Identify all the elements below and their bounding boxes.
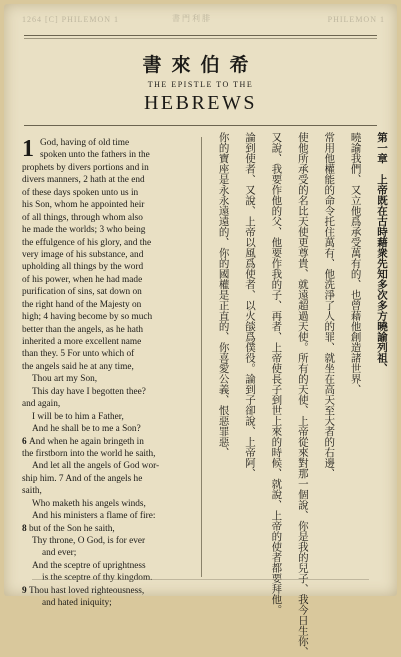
english-subtitle: THE EPISTLE TO THE [147,80,254,89]
english-line [22,336,198,348]
english-line [22,473,198,485]
english-line-text: purification of sins, sat down on [22,287,142,298]
bible-page [4,4,397,657]
english-line-text: the right hand of the Majesty on [22,299,142,310]
english-line-text: God, having of old time [40,138,130,148]
english-line-text: Who maketh his angels winds, [32,498,146,509]
english-line [22,398,198,410]
english-line [22,174,198,186]
english-line-text: Thy throne, O God, is for ever [32,536,146,546]
english-line [22,212,198,224]
english-line-text: Thou hast loved righteousness, [28,585,145,596]
english-line-text: the effulgence of his glory, and the [22,237,152,248]
english-line-text: prophets by divers portions and in [22,162,149,173]
section-rule [24,125,377,126]
english-line-text: saith, [22,486,42,497]
english-line [22,137,198,149]
english-line-text: And his ministers a flame of fire: [32,511,156,522]
chapter-number: 1 [22,136,34,162]
english-line [22,460,198,472]
bleed-through-header [22,10,385,34]
chinese-column: 常用他權能的命令托住萬有、他洗淨了人的罪、就坐在高天至大者的右邊、 [323,132,336,479]
english-line [22,411,198,423]
verse-number: 8 [22,523,29,534]
chinese-column: 曉諭我們、又立他爲承受萬有的、也曾藉他創造諸世界、 [349,132,362,395]
top-rule-thin [24,38,377,39]
english-line-text: This day have I begotten thee? [32,386,146,397]
english-line [22,485,198,497]
english-line [22,423,198,435]
chinese-text-column [204,132,389,657]
chinese-column: 使他所承受的名比天使更尊貴、就遠超過天使。所有的天使、上帝從來對那一個說、你是我的兒子、我今日生你、 [296,132,309,657]
english-line [22,361,198,373]
english-line [22,286,198,298]
english-line-text: And when he again bringeth in [28,436,144,447]
english-line [22,274,198,286]
column-divider [201,137,202,577]
english-line [22,187,198,199]
english-line [22,448,198,460]
english-line-text: the firstborn into the world he saith, [22,448,156,459]
english-line [22,311,198,323]
top-rule [24,35,377,36]
english-text-column [22,137,198,610]
english-line-text: high; 4 having become by so much [22,312,153,323]
english-line [22,373,198,385]
english-line [22,224,198,236]
chinese-column: 第一章 上帝既在古時藉衆先知多次多方曉諭列祖、 [376,132,388,374]
english-line-text: ship him. 7 And of the angels he [22,473,143,484]
english-line [22,523,198,535]
english-line-text: is the sceptre of thy kingdom. [42,573,153,584]
english-line-text: of these days spoken unto us in [22,187,139,198]
english-line-text: And let all the angels of God wor- [32,461,160,472]
english-line [22,299,198,311]
english-line [22,547,198,559]
english-line [22,149,198,161]
english-line-text: spoken unto the fathers in the [40,150,150,161]
english-line [22,386,198,398]
english-line-text: I will be to him a Father, [32,411,124,422]
english-line [22,498,198,510]
english-line-text: of his power, when he had made [22,274,143,285]
english-line-text: better than the angels, as he hath [22,324,144,335]
english-line-text: And he shall be to me a Son? [32,424,141,435]
english-line-text: and hated iniquity; [42,598,112,609]
verse-number: 9 [22,585,29,596]
english-line-text: Thou art my Son, [32,374,98,385]
verse-number: 6 [22,436,29,447]
english-line [22,162,198,174]
english-line-text: divers manners, 2 hath at the end [22,175,145,186]
english-line-text: inherited a more excellent name [22,337,142,347]
english-book-title: HEBREWS [143,92,258,114]
chinese-column: 又說、我要作他的父、他要作我的子、再者、上帝使長子到世上來的時候、就說、上帝的使者都要拜他。 [270,132,283,615]
ghost-header-cjk: 書門利腓 [172,14,212,23]
english-line-text: And the sceptre of uprightness [32,560,146,571]
english-line-text: but of the Son he saith, [28,523,115,534]
page-footer-rule [32,579,369,590]
english-line-text: and ever; [42,548,77,559]
english-line-text: very image of his substance, and [22,249,144,260]
english-line [22,510,198,522]
english-line-text: of all things, through whom also [22,212,143,223]
english-line-text: he made the worlds; 3 who being [22,225,146,236]
ghost-header-left: 1264 [C] PHILEMON 1 [22,15,119,24]
english-line-text: his Son, whom he appointed heir [22,200,145,211]
english-line [22,237,198,249]
english-line [22,261,198,273]
ghost-header-right: PHILEMON 1 [327,15,385,24]
english-line [22,249,198,261]
english-line [22,597,198,609]
english-line-text: upholding all things by the word [22,262,144,273]
english-line [22,199,198,211]
chinese-book-title: 書來伯希 [142,54,259,76]
chinese-column: 論到使者、又說、上帝以風爲使者、以火燄爲僕役。論到子卻說、上帝阿、 [244,132,256,479]
english-line-text: the angels said he at any time, [22,361,134,372]
english-line [22,560,198,572]
english-line-text: and again, [22,399,61,410]
english-line [22,348,198,360]
english-line [22,324,198,336]
chinese-column: 你的寶座是永永遠遠的、你的國權是正直的、你喜愛公義、恨惡罪惡、 [217,132,230,458]
english-line-text: than they. 5 For unto which of [22,349,135,360]
english-line [22,535,198,547]
english-line [22,436,198,448]
